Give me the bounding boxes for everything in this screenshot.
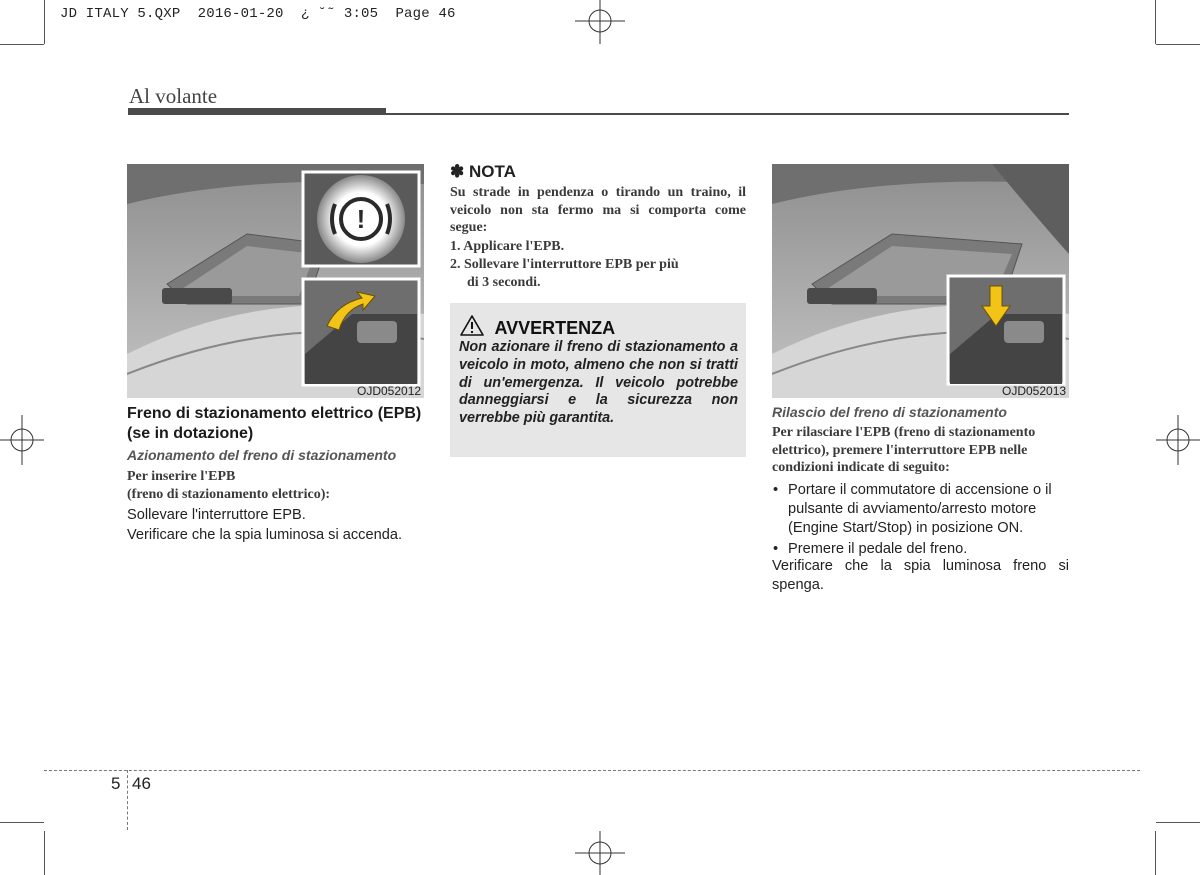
nota-item-2: 2. Sollevare l'interruttore EPB per più bbox=[450, 257, 679, 272]
list-item bbox=[772, 481, 1069, 538]
footer-dashed-rule bbox=[44, 770, 1140, 771]
nota-text: Su strade in pendenza o tirando un traino, il veicolo non sta fermo ma si comporta come segue: bbox=[450, 185, 746, 236]
warning-triangle-icon bbox=[460, 315, 484, 336]
bullet-text-2: Premere il pedale del freno. bbox=[788, 541, 968, 557]
figure-code-right: OJD052013 bbox=[1002, 384, 1067, 398]
subheading-apply: Azionamento del freno di stazionamento bbox=[127, 447, 397, 463]
registration-mark-bottom bbox=[575, 831, 625, 875]
warning-text: Non azionare il freno di stazionamento a veicolo in moto, almeno che non si tratti di un'emergenza. Il veicolo potrebbe danneggiarsi e la sicurezza non verrebbe più garantita. bbox=[459, 339, 738, 427]
release-bullet-list bbox=[772, 481, 1069, 559]
crop-mark-bottom-right-v bbox=[1155, 831, 1156, 875]
note-light-off: Verificare che la spia luminosa freno si spenga. bbox=[772, 558, 1069, 593]
nota-title: NOTA bbox=[468, 162, 516, 181]
figure-code-left: OJD052012 bbox=[357, 384, 422, 398]
nota-item-2-cont: di 3 secondi. bbox=[467, 275, 541, 290]
nota-heading bbox=[450, 162, 516, 182]
registration-mark-top bbox=[575, 0, 625, 44]
procedure-title-line1: Per inserire l'EPB bbox=[127, 469, 236, 484]
crop-mark-top-right-v bbox=[1155, 0, 1156, 44]
release-intro: Per rilasciare l'EPB (freno di stazionamento elettrico), premere l'interruttore EPB nelle condizioni indicate di seguito: bbox=[772, 425, 1036, 476]
crop-mark-bottom-left-h bbox=[0, 822, 44, 823]
note-light-on: Verificare che la spia luminosa si accenda. bbox=[127, 527, 402, 543]
section-heading-epb: Freno di stazionamento elettrico (EPB) (se in dotazione) bbox=[127, 405, 422, 442]
page-header-title: Al volante bbox=[129, 84, 218, 108]
bullet-icon: • bbox=[773, 541, 779, 557]
crop-mark-top-left-v bbox=[44, 0, 45, 44]
epb-release-illustration bbox=[772, 164, 1069, 398]
section-number: 5 bbox=[111, 774, 121, 793]
warning-title: AVVERTENZA bbox=[494, 318, 616, 338]
header-rule-thin bbox=[386, 113, 1069, 115]
footer-dashed-divider bbox=[127, 770, 128, 830]
crop-mark-bottom-right-h bbox=[1156, 822, 1200, 823]
epb-apply-illustration bbox=[127, 164, 424, 398]
header-rule-thick bbox=[128, 108, 386, 115]
procedure-title-line2: (freno di stazionamento elettrico): bbox=[127, 487, 331, 502]
step-raise-switch: Sollevare l'interruttore EPB. bbox=[127, 507, 306, 523]
registration-mark-right bbox=[1156, 415, 1200, 465]
crop-mark-top-left-h bbox=[0, 44, 44, 45]
bullet-icon: • bbox=[773, 482, 779, 498]
asterisk-icon: ✽ bbox=[450, 162, 465, 181]
warning-header bbox=[460, 315, 615, 339]
crop-mark-bottom-left-v bbox=[44, 831, 45, 875]
registration-mark-left bbox=[0, 415, 44, 465]
crop-mark-top-right-h bbox=[1156, 44, 1200, 45]
page-number: 46 bbox=[132, 774, 151, 793]
print-slug: JD ITALY 5.QXP 2016-01-20 ¿ ˘˜ 3:05 Page 46 bbox=[60, 6, 456, 22]
nota-item-1: 1. Applicare l'EPB. bbox=[450, 239, 565, 254]
subheading-release: Rilascio del freno di stazionamento bbox=[772, 404, 1007, 420]
bullet-text-1: Portare il commutatore di accensione o il pulsante di avviamento/arresto motore (Engine Start/Stop) in posizione ON. bbox=[788, 482, 1052, 536]
warning-box bbox=[450, 303, 746, 457]
svg-text:!: ! bbox=[356, 204, 366, 234]
